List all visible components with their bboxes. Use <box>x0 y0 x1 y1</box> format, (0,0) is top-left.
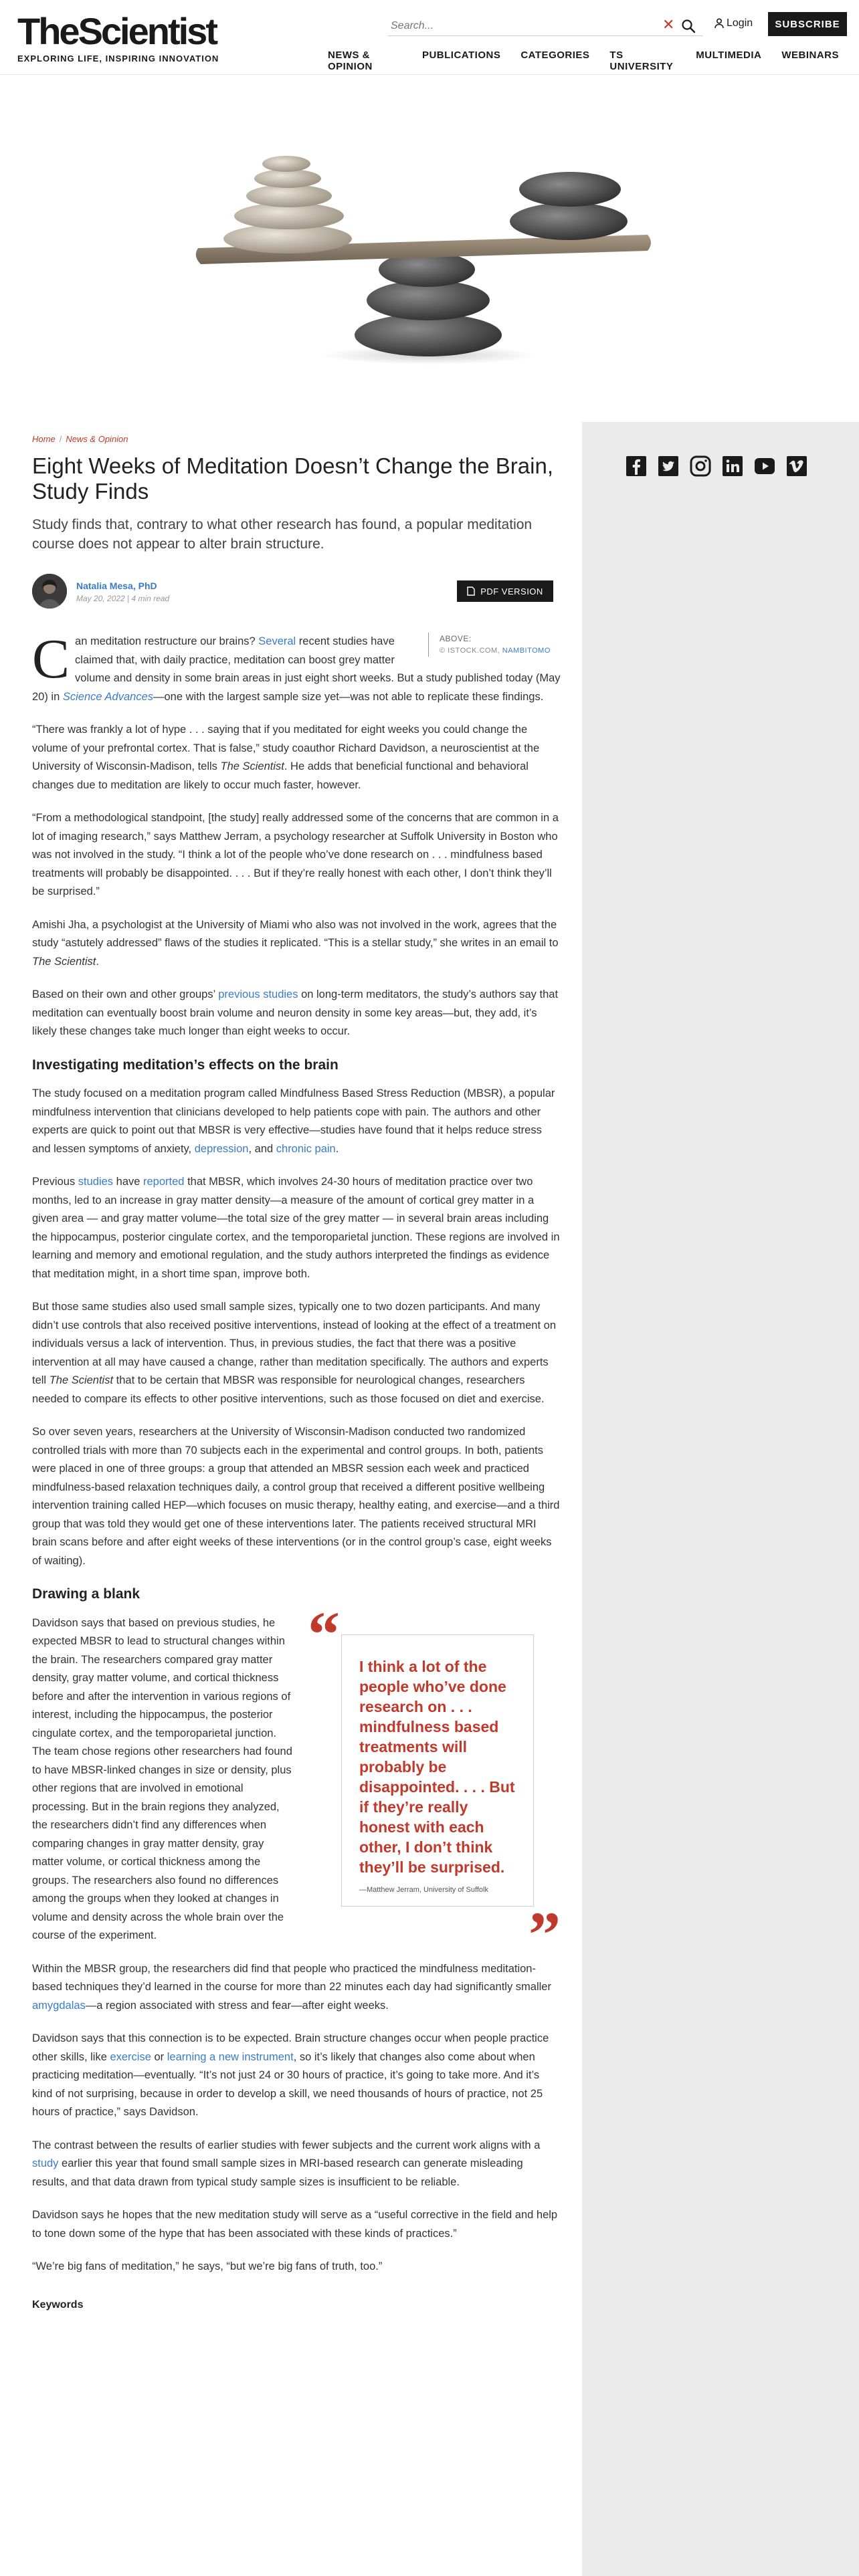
paragraph: Can meditation restructure our brains? Several recent studies have claimed that, with daily practice, meditation can boost grey matter volume and density in some brain areas in just eight short weeks. But a study published today (May 20) in Science Advances—one with the largest sample size yet—was not able to replicate these findings. <box>32 628 561 703</box>
date-text: May 20, 2022 <box>76 594 125 603</box>
nav-publications[interactable]: PUBLICATIONS <box>421 49 501 61</box>
author-link[interactable]: Natalia Mesa, PhD <box>76 580 157 591</box>
nav-ts-university[interactable]: TS UNIVERSITY <box>609 49 674 72</box>
pull-quote-text: I think a lot of the people who’ve done research on . . . mindfulness based treatments will probably be disappointed. . . . But if they’re really honest with each other, I don’t think they’ll be surprised. <box>359 1657 515 1876</box>
user-icon <box>714 18 724 29</box>
logo-tagline: EXPLORING LIFE, INSPIRING INNOVATION <box>17 53 219 64</box>
caption-label: ABOVE: <box>440 634 472 643</box>
credit-link[interactable]: NAMBITOMO <box>502 647 551 655</box>
youtube-icon[interactable] <box>753 455 776 477</box>
paragraph: Davidson says he hopes that the new meditation study will serve as a “useful corrective in the field and help to tone down some of the hype that has been associated with these kinds of practices.” <box>32 2209 558 2240</box>
inline-link[interactable]: Science Advances <box>62 690 153 703</box>
paragraph: But those same studies also used small sample sizes, typically one to two dozen participants. And many didn’t use controls that also received positive interventions, instead of looking at the effect of a treatment on individuals versus a lack of intervention. Thus, in previous studies, the fact that there was a positive intervention at all may have caused a change, rather than meditation specifically. The authors and experts tell The Scientist that to be certain that MBSR was responsible for neurological changes, researchers needed to compare its effects to other positive interventions, such as those focused on diet and exercise. <box>32 1301 556 1405</box>
main-nav <box>328 49 859 72</box>
lead-paragraph-wrap <box>32 628 561 706</box>
section-heading: Investigating meditation’s effects on the brain <box>32 1057 339 1073</box>
read-time: 4 min read <box>131 594 170 603</box>
nav-news-opinion[interactable]: NEWS & OPINION <box>328 49 373 72</box>
nav-multimedia[interactable]: MULTIMEDIA <box>696 49 762 61</box>
keywords-heading: Keywords <box>32 2298 84 2311</box>
social-links <box>625 455 808 477</box>
paragraph: Previous studies have reported that MBSR, which involves 24-30 hours of meditation practice over two months, led to an increase in gray matter density—a measure of the amount of cortical grey matter in a given area — and gray matter volume—the total size of the grey matter — in several brain areas including the hippocampus, posterior cingulate cortex, and the temporoparietal junction. These regions are involved in learning and memory and emotional regulation, and the study authors interpreted the findings as evidence that meditation might, in a short time span, improve both. <box>32 1176 560 1280</box>
pdf-version-label: PDF VERSION <box>480 586 543 597</box>
site-logo[interactable] <box>17 12 219 64</box>
article <box>32 422 561 2311</box>
pdf-version-button[interactable] <box>457 580 553 602</box>
inline-link[interactable]: exercise <box>110 2050 151 2063</box>
article-body <box>32 628 561 2276</box>
breadcrumb-separator: / <box>59 434 62 444</box>
login-label: Login <box>727 17 753 29</box>
close-icon[interactable]: ✕ <box>662 16 675 33</box>
image-caption <box>428 633 561 657</box>
paragraph: Based on their own and other groups’ previous studies on long-term meditators, the study’s authors say that meditation can eventually boost brain volume and neuron density in some key areas—but, they add, it’s likely these changes take much longer than eight weeks to occur. <box>32 988 559 1037</box>
inline-link[interactable]: chronic pain <box>276 1142 336 1155</box>
paragraph: “From a methodological standpoint, [the study] really addressed some of the concerns that are common in a lot of imaging research,” says Matthew Jerram, a psychology researcher at Suffolk University in Boston who was not involved in the study. “I think a lot of the people who’ve done research on . . . mindfulness based treatments will probably be disappointed. . . . But if they’re really honest with each other, I don’t think they’ll be surprised.” <box>32 812 559 897</box>
paragraph: “There was frankly a lot of hype . . . saying that if you meditated for eight weeks you could change the volume of your prefrontal cortex. That is false,” study coauthor Richard Davidson, a neuroscientist at the University of Wisconsin-Madison, tells The Scientist. He adds that beneficial functional and behavioral changes due to meditation are likely to occur much faster, however. <box>32 724 540 791</box>
paragraph: The study focused on a meditation program called Mindfulness Based Stress Reduction (MBSR), a popular mindfulness intervention that clinicians developed to help patients cope with pain. The authors and other experts are quick to point out that MBSR is very effective—studies have found that it helps reduce stress and lessen symptoms of anxiety, depression, and chronic pain. <box>32 1087 555 1155</box>
sidebar <box>582 422 859 2576</box>
paragraph: So over seven years, researchers at the University of Wisconsin-Madison conducted two randomized controlled trials with more than 70 subjects each in the experimental and control groups. In both, patients were placed in one of three groups: a group that attended an MBSR session each week and practiced mindfulness-based relaxation techniques daily, a control group that received a different positive wellbeing intervention training called HEP—which focuses on music therapy, healthy eating, and exercise—and a third group that was told they would get one of these interventions later. The patients received structural MRI brain scans before and after eight weeks of these interventions (or in the control group’s case, eight weeks of waiting). <box>32 1426 560 1567</box>
linkedin-icon[interactable] <box>721 455 744 477</box>
author-avatar[interactable] <box>32 574 67 609</box>
vimeo-icon[interactable] <box>785 455 808 477</box>
twitter-icon[interactable] <box>657 455 680 477</box>
publish-date: May 20, 2022 | 4 min read <box>76 594 170 603</box>
paragraph: Within the MBSR group, the researchers did find that people who practiced the mindfulness meditation-based techniques they’d learned in the course for more than 22 minutes each day had significantly smaller amygdalas—a region associated with stress and fear—after eight weeks. <box>32 1962 551 2012</box>
inline-link[interactable]: studies <box>78 1176 114 1188</box>
balanced-stones-illustration <box>0 76 859 422</box>
article-title: Eight Weeks of Meditation Doesn’t Change the Brain, Study Finds <box>32 453 553 504</box>
login-link[interactable] <box>714 17 753 29</box>
close-quote-icon: ” <box>529 1899 561 1970</box>
logo-wordmark: TheScientist <box>17 10 216 52</box>
nav-webinars[interactable]: WEBINARS <box>781 49 839 61</box>
pull-quote <box>308 1598 561 1970</box>
search-input[interactable] <box>391 19 658 33</box>
instagram-icon[interactable] <box>689 455 712 477</box>
inline-link[interactable]: reported <box>143 1176 185 1188</box>
byline <box>32 574 561 614</box>
pull-quote-citation: —Matthew Jerram, University of Suffolk <box>359 1885 488 1894</box>
caption-credit: © ISTOCK.COM, NAMBITOMO <box>440 647 551 655</box>
search-bar <box>388 16 702 36</box>
paragraph: The contrast between the results of earlier studies with fewer subjects and the current work aligns with a study earlier this year that found small sample sizes in MRI-based research can generate misleading results, and that data drawn from typical study sample sizes is insufficient to be reliable. <box>32 2139 541 2188</box>
facebook-icon[interactable] <box>625 455 648 477</box>
paragraph: Amishi Jha, a psychologist at the University of Miami who also was not involved in the work, agrees that the study “astutely addressed” flaws of the studies it replicated. “This is a stellar study,” she writes in an email to The Scientist. <box>32 918 559 968</box>
inline-link[interactable]: depression <box>194 1142 249 1155</box>
inline-link[interactable]: previous studies <box>218 988 298 1000</box>
site-header <box>0 0 859 75</box>
inline-link[interactable]: study <box>32 2157 59 2169</box>
nav-categories[interactable]: CATEGORIES <box>520 49 590 61</box>
paragraph: Davidson says that based on previous studies, he expected MBSR to lead to structural changes within the brain. The researchers compared gray matter density, gray matter volume, and cortical thickness before and after the intervention in various regions of interest, including the hippocampus, the posterior cingulate cortex, and the temporoparietal junction. The team chose regions other researchers had found to have MBSR-linked changes in size or density, plus other regions that are involved in emotional processing. But in the brain regions they analyzed, the researchers didn’t find any differences when comparing changes in gray matter density, gray matter volume, or cortical thickness among the groups. The researchers also found no differences among the groups when they looked at changes in volume and density across the whole brain over the course of the experiment. <box>32 1616 292 1941</box>
document-icon <box>467 586 475 596</box>
breadcrumb <box>32 434 561 444</box>
hero-image <box>0 76 859 422</box>
paragraph: Davidson says that this connection is to be expected. Brain structure changes occur when people practice other skills, like exercise or learning a new instrument, so it’s likely that changes also come about when practicing meditation—eventually. “It’s not just 24 or 30 hours of practice, it’s going to take more. And it’s kind of not surprising, because in order to develop a skill, we need thousands of hours of practice, not 25 hours of practice,” says Davidson. <box>32 2032 549 2118</box>
inline-link[interactable]: amygdalas <box>32 1999 86 2012</box>
drop-cap: C <box>32 628 70 690</box>
section-heading: Drawing a blank <box>32 1586 140 1602</box>
open-quote-icon: “ <box>308 1598 340 1670</box>
search-icon[interactable] <box>681 19 696 33</box>
breadcrumb-news-opinion[interactable]: News & Opinion <box>66 434 128 444</box>
pull-quote-box <box>341 1634 534 1907</box>
inline-link[interactable]: learning a new instrument <box>167 2050 294 2063</box>
subscribe-button[interactable]: SUBSCRIBE <box>768 12 847 36</box>
inline-link[interactable]: Several <box>258 635 296 647</box>
paragraph: “We’re big fans of meditation,” he says, “but we’re big fans of truth, too.” <box>32 2260 383 2272</box>
article-dek: Study finds that, contrary to what other research has found, a popular meditation course does not appear to alter brain structure. <box>32 517 533 552</box>
breadcrumb-home[interactable]: Home <box>32 434 56 444</box>
